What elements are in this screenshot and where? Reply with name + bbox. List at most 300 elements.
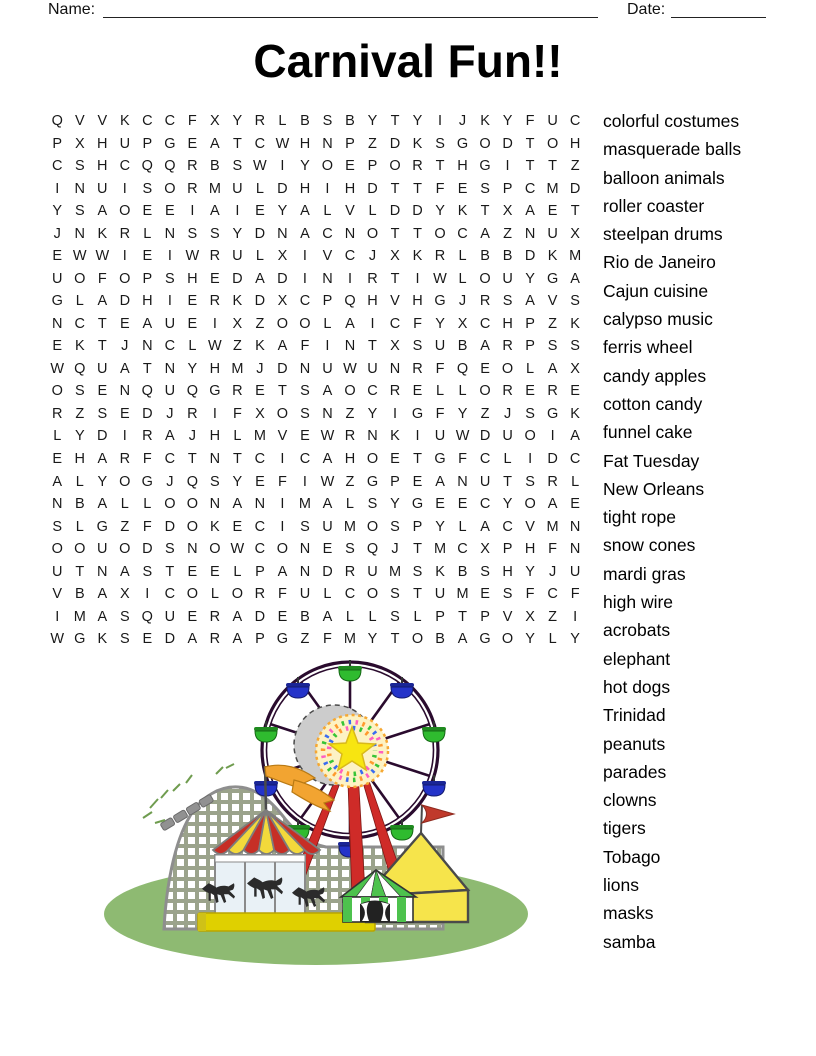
grid-cell: J xyxy=(188,428,196,445)
grid-cell: O xyxy=(119,541,131,558)
grid-cell: P xyxy=(390,473,400,490)
grid-cell: J xyxy=(166,473,174,490)
grid-cell: C xyxy=(254,541,266,558)
word-list-item: mardi gras xyxy=(603,563,686,584)
grid-cell: O xyxy=(276,315,289,332)
grid-cell: L xyxy=(345,496,354,513)
grid-cell: T xyxy=(142,360,152,377)
grid-cell: N xyxy=(74,180,86,197)
grid-cell: S xyxy=(300,383,310,400)
grid-cell: T xyxy=(97,338,107,355)
grid-cell: O xyxy=(411,631,424,648)
grid-cell: R xyxy=(119,450,131,467)
grid-cell: G xyxy=(141,473,153,490)
grid-cell: C xyxy=(52,158,63,175)
grid-cell: I xyxy=(145,586,150,603)
grid-cell: M xyxy=(343,631,356,648)
word-list-item: high wire xyxy=(603,592,674,613)
grid-cell: E xyxy=(570,496,580,513)
grid-cell: W xyxy=(253,158,267,175)
grid-cell: A xyxy=(525,203,535,220)
grid-cell: S xyxy=(52,518,63,535)
grid-cell: L xyxy=(345,608,354,625)
word-list-item: hot dogs xyxy=(603,676,671,697)
grid-cell: A xyxy=(232,496,243,513)
grid-cell: F xyxy=(277,586,287,603)
grid-cell: O xyxy=(546,135,559,152)
grid-cell: C xyxy=(479,496,491,513)
grid-cell: R xyxy=(412,360,423,377)
grid-cell: D xyxy=(367,180,378,197)
grid-cell: B xyxy=(502,248,513,265)
grid-cell: G xyxy=(276,631,289,648)
word-list-item: ferris wheel xyxy=(603,337,693,358)
grid-cell: U xyxy=(97,360,108,377)
grid-cell: K xyxy=(435,563,445,580)
grid-cell: U xyxy=(164,315,176,332)
grid-cell: N xyxy=(322,270,333,287)
grid-cell: X xyxy=(74,135,85,152)
grid-cell: O xyxy=(209,541,221,558)
grid-cell: O xyxy=(524,496,536,513)
grid-cell: G xyxy=(96,518,108,535)
word-list-item: funnel cake xyxy=(603,422,693,443)
grid-cell: R xyxy=(187,180,198,197)
grid-cell: Q xyxy=(51,113,63,130)
grid-cell: C xyxy=(164,450,176,467)
grid-cell: G xyxy=(51,293,63,310)
grid-cell: K xyxy=(412,135,423,152)
grid-cell: P xyxy=(142,135,153,152)
grid-cell: C xyxy=(74,315,86,332)
grid-cell: Q xyxy=(456,360,469,377)
grid-cell: Z xyxy=(120,518,130,535)
grid-cell: I xyxy=(212,405,217,422)
grid-cell: A xyxy=(322,496,333,513)
grid-cell: F xyxy=(142,518,152,535)
grid-cell: D xyxy=(322,563,333,580)
grid-cell: X xyxy=(232,315,243,332)
grid-cell: D xyxy=(389,135,401,152)
grid-cell: B xyxy=(74,496,85,513)
grid-cell: I xyxy=(347,270,352,287)
grid-cell: Z xyxy=(548,608,558,625)
grid-cell: L xyxy=(53,428,62,445)
grid-cell: N xyxy=(97,563,108,580)
grid-cell: I xyxy=(392,405,397,422)
grid-cell: D xyxy=(164,518,176,535)
grid-cell: V xyxy=(97,113,108,130)
grid-cell: T xyxy=(390,113,400,130)
grid-cell: P xyxy=(345,135,355,152)
grid-cell: X xyxy=(570,225,580,242)
word-list-item: parades xyxy=(603,761,667,782)
grid-cell: E xyxy=(232,518,243,535)
grid-cell: M xyxy=(388,563,402,580)
grid-cell: U xyxy=(97,180,108,197)
grid-cell: A xyxy=(119,563,130,580)
grid-cell: E xyxy=(210,563,220,580)
grid-cell: H xyxy=(97,135,108,152)
grid-cell: V xyxy=(525,518,535,535)
grid-cell: O xyxy=(389,158,401,175)
grid-cell: C xyxy=(457,541,468,558)
grid-cell: Y xyxy=(390,496,400,513)
grid-cell: G xyxy=(411,405,424,422)
grid-cell: Y xyxy=(367,113,378,130)
grid-cell: V xyxy=(277,428,288,445)
grid-cell: M xyxy=(456,586,469,603)
grid-cell: T xyxy=(75,563,85,580)
grid-cell: I xyxy=(212,315,217,332)
grid-cell: O xyxy=(366,518,379,535)
grid-cell: W xyxy=(50,360,65,377)
grid-cell: K xyxy=(390,428,400,445)
grid-cell: U xyxy=(119,135,131,152)
grid-cell: T xyxy=(458,608,467,625)
grid-cell: S xyxy=(142,180,153,197)
grid-cell: S xyxy=(525,473,535,490)
grid-cell: R xyxy=(479,293,491,310)
grid-cell: U xyxy=(52,270,63,287)
grid-cell: A xyxy=(570,428,580,445)
grid-cell: S xyxy=(74,203,85,220)
grid-cell: Y xyxy=(367,405,378,422)
grid-cell: D xyxy=(389,203,401,220)
grid-cell: M xyxy=(208,180,221,197)
grid-cell: G xyxy=(546,270,559,287)
grid-cell: Y xyxy=(277,203,288,220)
grid-cell: U xyxy=(367,360,378,377)
word-list-item: tigers xyxy=(603,818,646,839)
grid-cell: U xyxy=(502,428,513,445)
grid-cell: B xyxy=(480,248,490,265)
grid-cell: L xyxy=(188,338,197,355)
grid-cell: L xyxy=(75,473,84,490)
grid-cell: Q xyxy=(141,608,153,625)
grid-cell: S xyxy=(232,158,243,175)
grid-cell: R xyxy=(254,113,266,130)
grid-cell: R xyxy=(209,248,221,265)
grid-cell: U xyxy=(547,113,558,130)
grid-cell: F xyxy=(435,405,445,422)
word-list-item: Fat Tuesday xyxy=(603,450,700,471)
grid-cell: R xyxy=(119,225,131,242)
grid-cell: E xyxy=(255,203,265,220)
grid-cell: X xyxy=(277,248,288,265)
grid-cell: C xyxy=(502,518,513,535)
grid-cell: C xyxy=(254,450,266,467)
grid-cell: F xyxy=(435,360,445,377)
grid-cell: F xyxy=(232,405,242,422)
grid-cell: T xyxy=(390,225,400,242)
grid-cell: R xyxy=(502,383,513,400)
grid-cell: S xyxy=(390,608,400,625)
grid-cell: N xyxy=(187,541,198,558)
grid-cell: N xyxy=(457,473,468,490)
grid-cell: O xyxy=(524,428,536,445)
grid-cell: O xyxy=(321,158,334,175)
grid-cell: S xyxy=(390,518,400,535)
grid-cell: E xyxy=(142,631,153,648)
grid-cell: T xyxy=(570,203,580,220)
grid-cell: N xyxy=(322,405,333,422)
grid-cell: M xyxy=(569,248,582,265)
grid-cell: O xyxy=(479,383,491,400)
grid-cell: L xyxy=(503,450,512,467)
word-list-item: Tobago xyxy=(603,846,661,867)
grid-cell: Z xyxy=(480,405,490,422)
grid-cell: S xyxy=(390,586,400,603)
grid-cell: Z xyxy=(232,338,242,355)
grid-cell: S xyxy=(367,496,378,513)
grid-cell: H xyxy=(367,293,378,310)
grid-cell: A xyxy=(97,496,108,513)
grid-cell: O xyxy=(186,496,198,513)
grid-cell: I xyxy=(573,608,578,625)
grid-cell: Y xyxy=(435,315,445,332)
grid-cell: S xyxy=(480,180,490,197)
grid-cell: I xyxy=(325,338,330,355)
word-list-item: acrobats xyxy=(603,620,671,641)
grid-cell: U xyxy=(502,270,513,287)
grid-cell: H xyxy=(299,135,311,152)
grid-cell: I xyxy=(167,293,172,310)
grid-cell: D xyxy=(502,135,513,152)
grid-cell: N xyxy=(74,225,86,242)
grid-cell: Q xyxy=(141,158,153,175)
grid-cell: Q xyxy=(186,473,198,490)
word-list-item: snow cones xyxy=(603,535,696,556)
grid-cell: U xyxy=(52,563,63,580)
grid-cell: S xyxy=(345,541,355,558)
grid-cell: T xyxy=(165,563,175,580)
grid-cell: L xyxy=(255,248,264,265)
grid-cell: K xyxy=(210,518,220,535)
grid-cell: T xyxy=(232,135,242,152)
grid-cell: Z xyxy=(75,405,85,422)
grid-cell: O xyxy=(501,360,514,377)
grid-cell: T xyxy=(390,631,400,648)
grid-cell: W xyxy=(95,248,110,265)
grid-cell: T xyxy=(97,315,107,332)
grid-cell: S xyxy=(210,225,220,242)
grid-cell: W xyxy=(72,248,87,265)
grid-cell: E xyxy=(52,450,63,467)
grid-cell: E xyxy=(345,158,355,175)
grid-cell: L xyxy=(75,293,84,310)
grid-cell: D xyxy=(142,541,153,558)
grid-cell: V xyxy=(345,203,355,220)
grid-cell: I xyxy=(280,450,285,467)
grid-cell: I xyxy=(505,158,510,175)
grid-cell: A xyxy=(232,631,243,648)
grid-cell: I xyxy=(55,180,60,197)
grid-cell: C xyxy=(547,586,558,603)
grid-cell: D xyxy=(232,270,243,287)
word-list-item: elephant xyxy=(603,648,671,669)
grid-cell: K xyxy=(255,338,265,355)
grid-cell: D xyxy=(569,180,581,197)
grid-cell: N xyxy=(254,496,266,513)
grid-cell: P xyxy=(142,270,153,287)
grid-cell: I xyxy=(415,428,420,445)
grid-cell: O xyxy=(51,383,63,400)
grid-cell: T xyxy=(525,135,535,152)
grid-cell: Y xyxy=(232,113,243,130)
grid-cell: A xyxy=(525,293,535,310)
grid-cell: N xyxy=(344,338,356,355)
grid-cell: W xyxy=(320,473,335,490)
grid-cell: E xyxy=(300,428,310,445)
grid-cell: E xyxy=(457,496,468,513)
grid-cell: E xyxy=(119,315,130,332)
grid-cell: E xyxy=(187,563,198,580)
grid-cell: P xyxy=(525,315,535,332)
grid-cell: Y xyxy=(187,360,198,377)
grid-cell: S xyxy=(119,608,130,625)
grid-cell: S xyxy=(412,563,423,580)
grid-cell: L xyxy=(278,113,287,130)
grid-cell: R xyxy=(434,248,446,265)
grid-cell: G xyxy=(366,473,379,490)
grid-cell: C xyxy=(344,248,356,265)
grid-cell: S xyxy=(119,631,130,648)
carnival-illustration xyxy=(98,648,538,968)
grid-cell: I xyxy=(438,113,443,130)
grid-cell: P xyxy=(412,518,423,535)
grid-cell: T xyxy=(548,158,558,175)
grid-cell: O xyxy=(434,225,446,242)
grid-cell: Y xyxy=(97,473,108,490)
grid-cell: Y xyxy=(435,518,445,535)
grid-cell: E xyxy=(52,248,63,265)
grid-cell: E xyxy=(255,383,265,400)
grid-cell: P xyxy=(525,338,535,355)
grid-cell: E xyxy=(435,496,445,513)
grid-cell: F xyxy=(548,541,558,558)
grid-cell: A xyxy=(300,203,310,220)
grid-cell: K xyxy=(547,248,558,265)
grid-cell: I xyxy=(280,518,285,535)
grid-cell: O xyxy=(479,135,491,152)
grid-cell: O xyxy=(119,473,131,490)
grid-cell: B xyxy=(457,338,468,355)
word-list-item: balloon animals xyxy=(603,167,725,188)
grid-cell: U xyxy=(434,428,446,445)
grid-cell: N xyxy=(299,563,311,580)
grid-cell: A xyxy=(255,270,265,287)
grid-cell: X xyxy=(457,315,468,332)
grid-cell: J xyxy=(503,405,512,422)
grid-cell: T xyxy=(187,450,197,467)
grid-cell: N xyxy=(119,383,131,400)
grid-cell: A xyxy=(570,270,580,287)
word-list xyxy=(603,107,741,956)
grid-cell: D xyxy=(254,293,266,310)
grid-cell: R xyxy=(547,383,558,400)
grid-cell: Q xyxy=(186,383,198,400)
grid-cell: E xyxy=(480,360,490,377)
grid-cell: T xyxy=(413,586,422,603)
grid-cell: R xyxy=(232,383,243,400)
grid-cell: V xyxy=(547,293,558,310)
grid-cell: A xyxy=(210,203,220,220)
grid-cell: N xyxy=(569,541,581,558)
grid-cell: U xyxy=(322,518,333,535)
grid-cell: F xyxy=(323,631,332,648)
grid-cell: Q xyxy=(141,383,153,400)
grid-cell: O xyxy=(119,270,131,287)
grid-cell: E xyxy=(187,135,198,152)
word-list-item: masks xyxy=(603,903,654,924)
grid-cell: V xyxy=(52,586,63,603)
grid-cell: R xyxy=(502,338,513,355)
grid-cell: E xyxy=(457,180,468,197)
grid-cell: N xyxy=(524,225,536,242)
grid-cell: W xyxy=(230,541,245,558)
grid-cell: X xyxy=(525,608,535,625)
grid-cell: F xyxy=(413,315,422,332)
grid-cell: Y xyxy=(502,496,513,513)
grid-cell: K xyxy=(119,113,130,130)
grid-cell: J xyxy=(458,113,467,130)
grid-cell: F xyxy=(277,473,287,490)
grid-cell: H xyxy=(569,135,581,152)
grid-cell: G xyxy=(434,450,446,467)
grid-cell: S xyxy=(97,405,108,422)
grid-cell: Z xyxy=(255,315,265,332)
grid-cell: L xyxy=(143,225,152,242)
grid-cell: E xyxy=(187,608,198,625)
grid-cell: E xyxy=(547,203,558,220)
grid-cell: H xyxy=(502,563,513,580)
grid-cell: D xyxy=(524,248,536,265)
grid-cell: N xyxy=(52,496,63,513)
grid-cell: A xyxy=(187,631,198,648)
grid-cell: S xyxy=(412,338,423,355)
grid-cell: C xyxy=(569,113,581,130)
grid-cell: Z xyxy=(368,135,377,152)
grid-cell: D xyxy=(277,360,288,377)
grid-cell: T xyxy=(413,180,422,197)
word-list-item: tight rope xyxy=(603,507,676,528)
grid-cell: L xyxy=(233,563,242,580)
grid-cell: T xyxy=(525,158,535,175)
grid-cell: L xyxy=(413,608,422,625)
grid-cell: D xyxy=(254,225,266,242)
grid-cell: W xyxy=(185,248,200,265)
grid-cell: I xyxy=(302,270,307,287)
pennant-flag xyxy=(422,805,454,823)
grid-cell: L xyxy=(458,270,467,287)
grid-cell: L xyxy=(458,383,467,400)
word-list-item: peanuts xyxy=(603,733,666,754)
date-label: Date: xyxy=(627,1,666,18)
grid-cell: C xyxy=(164,338,176,355)
grid-cell: A xyxy=(97,450,108,467)
grid-cell: R xyxy=(344,563,356,580)
grid-cell: U xyxy=(97,541,108,558)
grid-cell: I xyxy=(167,248,172,265)
grid-cell: H xyxy=(209,428,221,445)
grid-cell: S xyxy=(435,135,445,152)
grid-cell: B xyxy=(300,113,310,130)
grid-cell: O xyxy=(344,383,356,400)
grid-cell: I xyxy=(280,158,285,175)
grid-cell: Y xyxy=(300,158,310,175)
grid-cell: P xyxy=(255,631,265,648)
